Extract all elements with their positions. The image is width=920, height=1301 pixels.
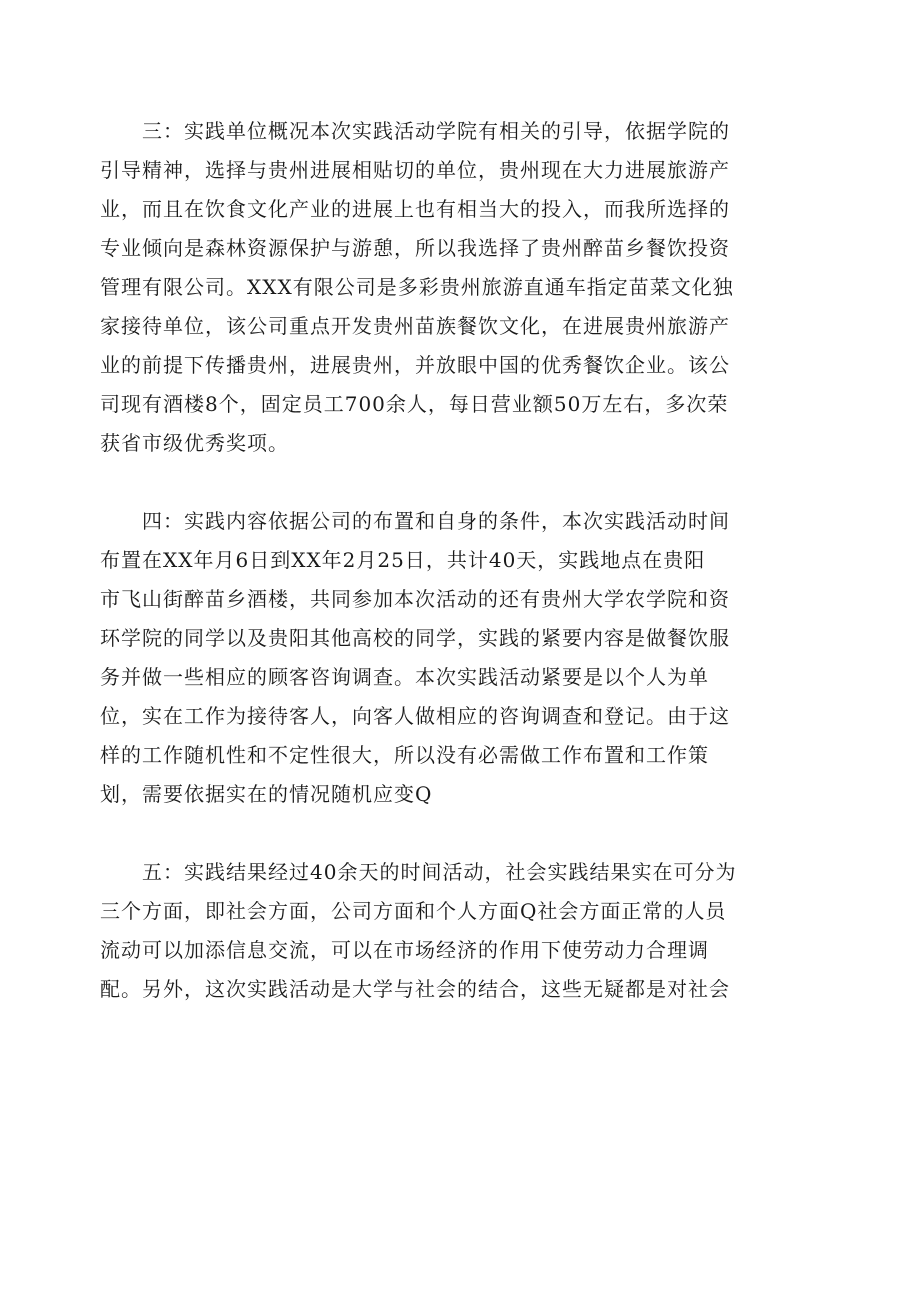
text-line: 管理有限公司。XXX有限公司是多彩贵州旅游直通车指定苗菜文化独 (100, 275, 734, 299)
text-line: 划，需要依据实在的情况随机应变Q (100, 782, 433, 806)
text-line: 环学院的同学以及贵阳其他高校的同学，实践的紧要内容是做餐饮服 (100, 626, 730, 650)
paragraph-practice-unit (100, 112, 800, 463)
document-body (100, 112, 800, 1009)
text-line: 位，实在工作为接待客人，向客人做相应的咨询调查和登记。由于这 (100, 704, 730, 728)
text-line: 三个方面，即社会方面，公司方面和个人方面Q社会方面正常的人员 (100, 899, 727, 923)
text-line: 样的工作随机性和不定性很大，所以没有必需做工作布置和工作策 (100, 743, 709, 767)
text-line: 配。另外，这次实践活动是大学与社会的结合，这些无疑都是对社会 (100, 977, 730, 1001)
text-line: 务并做一些相应的顾客咨询调查。本次实践活动紧要是以个人为单 (100, 665, 709, 689)
text-line: 三：实践单位概况本次实践活动学院有相关的引导，依据学院的 (100, 119, 730, 143)
paragraph-practice-results (100, 853, 800, 1009)
text-line: 家接待单位，该公司重点开发贵州苗族餐饮文化，在进展贵州旅游产 (100, 314, 730, 338)
text-line: 获省市级优秀奖项。 (100, 431, 289, 455)
text-line: 引导精神，选择与贵州进展相贴切的单位，贵州现在大力进展旅游产 (100, 158, 730, 182)
text-line: 市飞山街醉苗乡酒楼，共同参加本次活动的还有贵州大学农学院和资 (100, 587, 730, 611)
text-line: 四：实践内容依据公司的布置和自身的条件，本次实践活动时间 (100, 509, 730, 533)
text-line: 业，而且在饮食文化产业的进展上也有相当大的投入，而我所选择的 (100, 197, 730, 221)
text-line: 专业倾向是森林资源保护与游憩，所以我选择了贵州醉苗乡餐饮投资 (100, 236, 730, 260)
text-line: 流动可以加添信息交流，可以在市场经济的作用下使劳动力合理调 (100, 938, 709, 962)
text-line: 五：实践结果经过40余天的时间活动，社会实践结果实在可分为 (100, 860, 737, 884)
text-line: 布置在XX年月6日到XX年2月25日，共计40天，实践地点在贵阳 (100, 548, 706, 572)
paragraph-practice-content (100, 502, 800, 814)
text-line: 业的前提下传播贵州，进展贵州，并放眼中国的优秀餐饮企业。该公 (100, 353, 730, 377)
text-line: 司现有酒楼8个，固定员工700余人，每日营业额50万左右，多次荣 (100, 392, 729, 416)
